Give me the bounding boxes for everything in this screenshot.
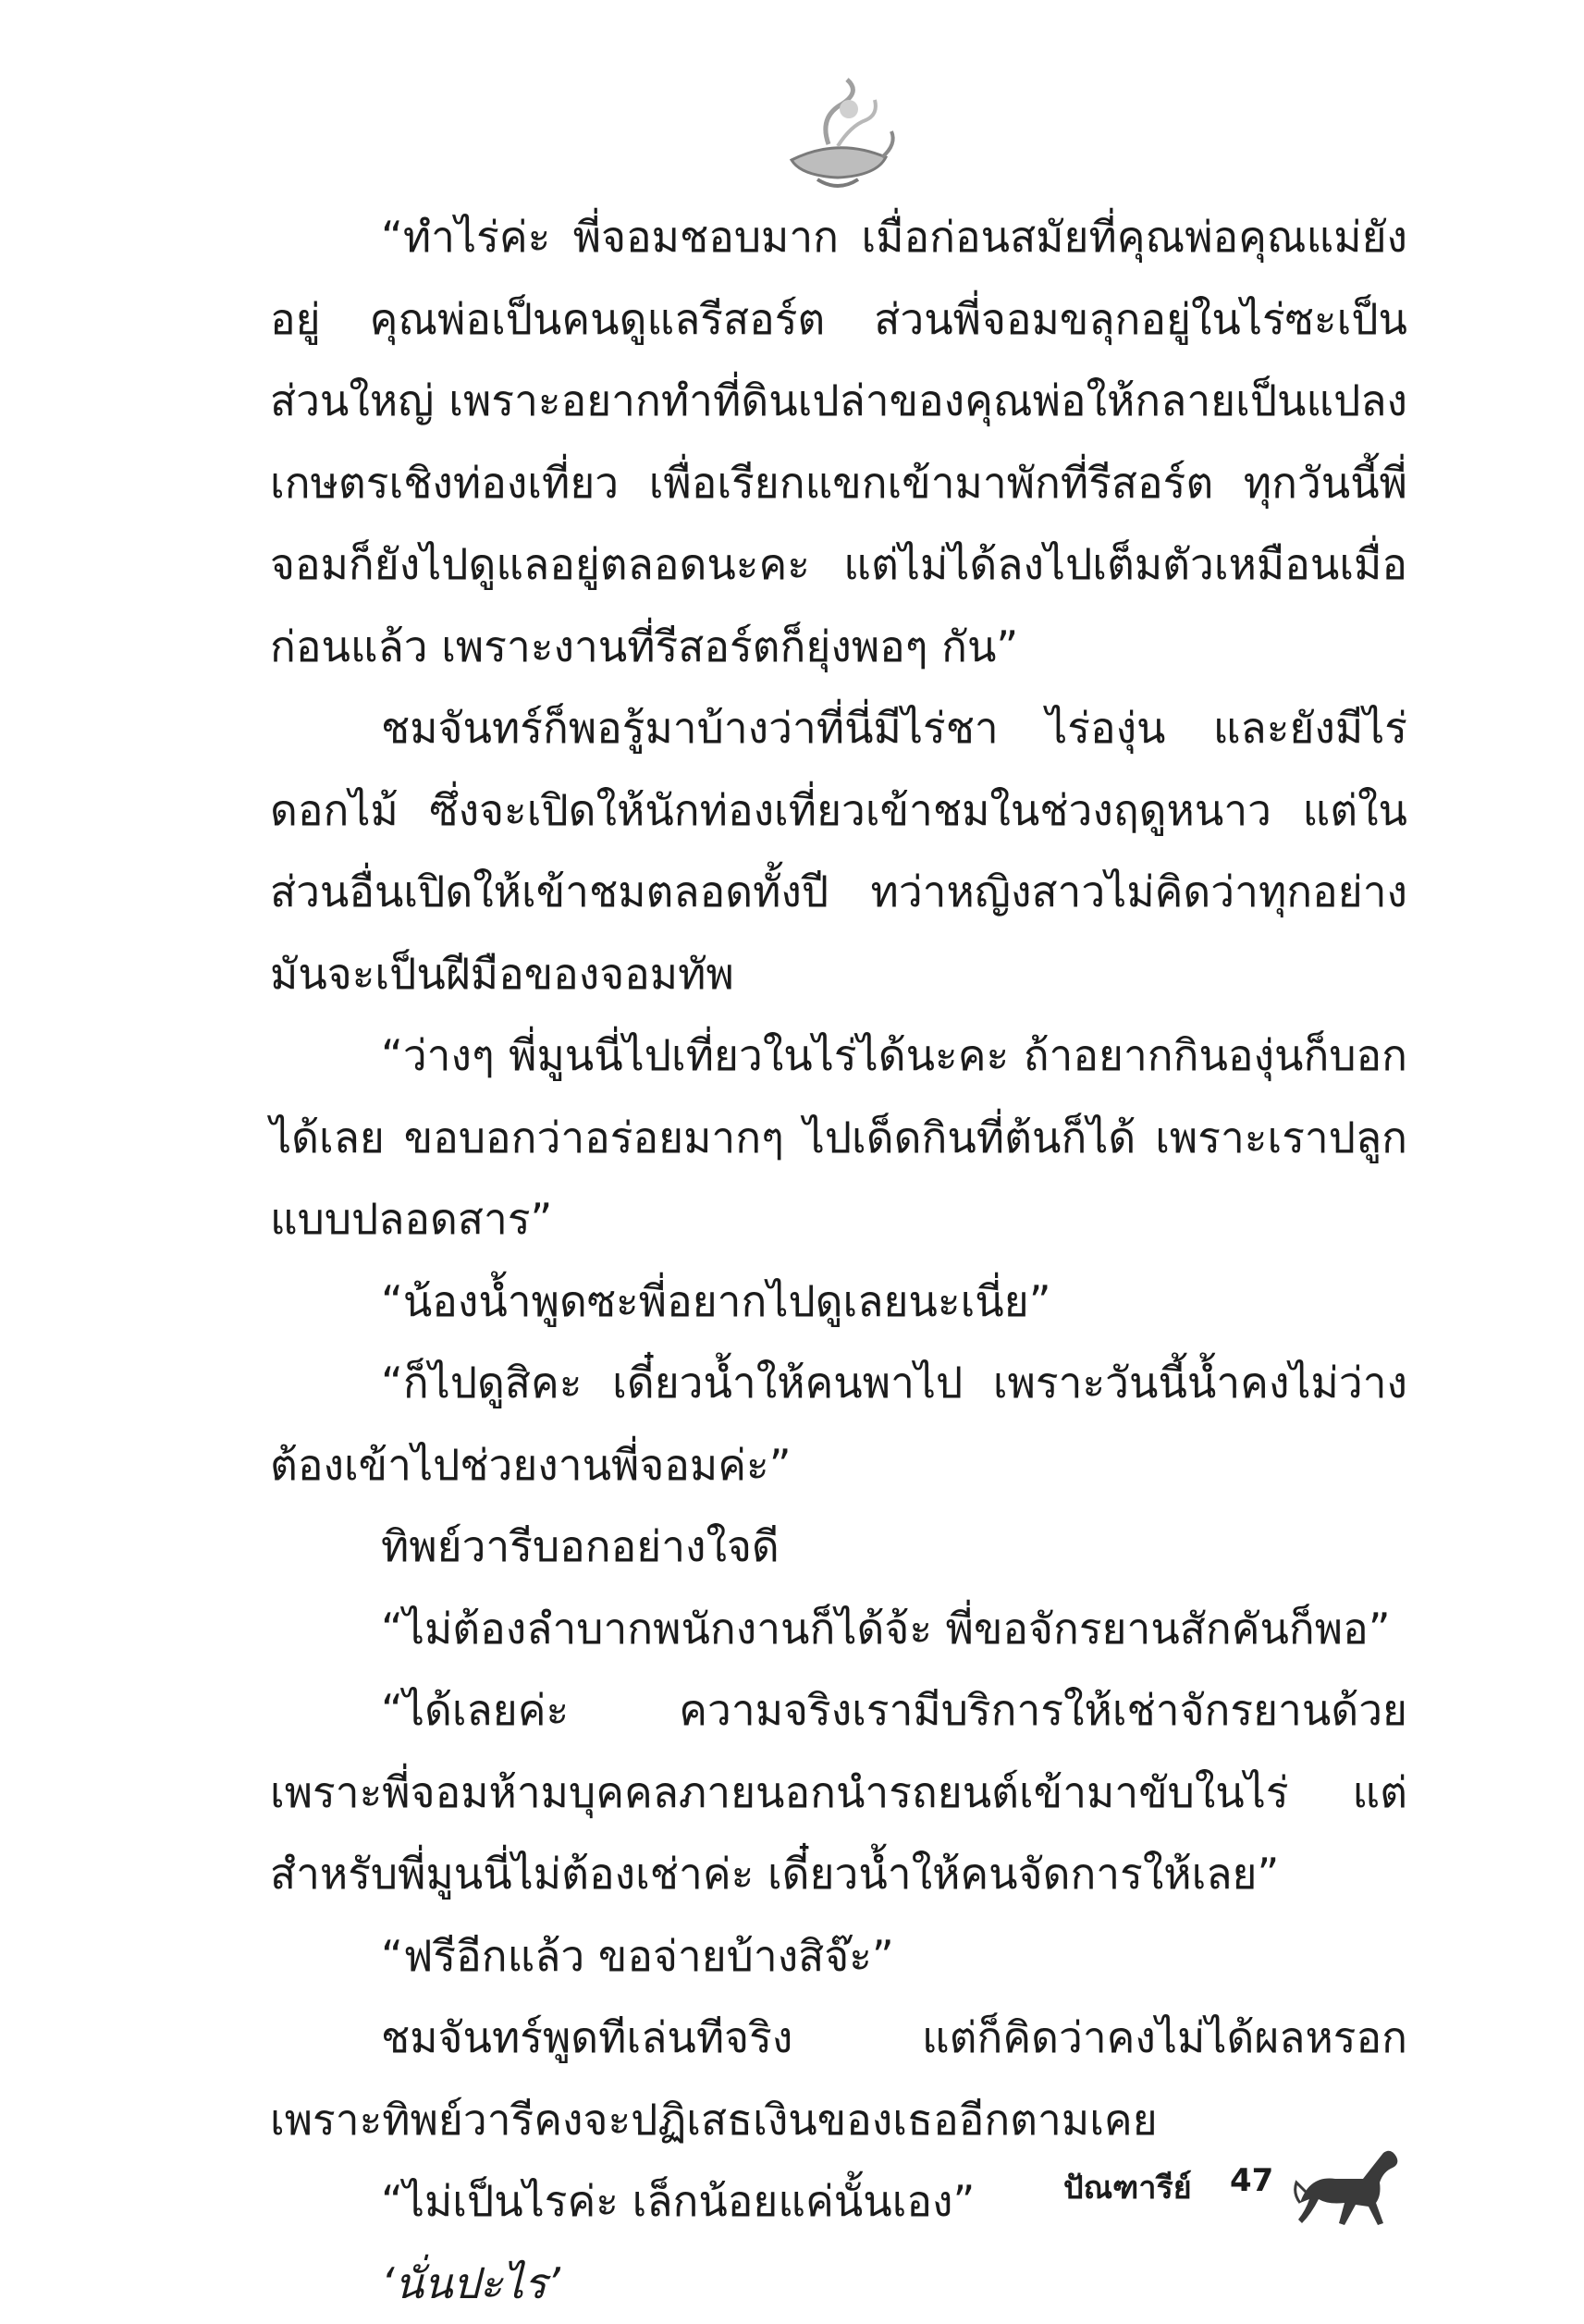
page-number: 47	[1230, 2162, 1273, 2199]
paragraph: “ไม่ต้องลำบากพนักงานก็ได้จ้ะ พี่ขอจักรยานสักคันก็พอ”	[270, 1588, 1407, 1670]
paragraph: “น้องน้ำพูดซะพี่อยากไปดูเลยนะเนี่ย”	[270, 1260, 1407, 1343]
book-title: ปัณฑารีย์	[1063, 2162, 1192, 2212]
paragraph: “ก็ไปดูสิคะ เดี๋ยวน้ำให้คนพาไป เพราะวันนี้น้ำคงไม่ว่าง ต้องเข้าไปช่วยงานพี่จอมค่ะ”	[270, 1342, 1407, 1506]
paragraph: ‘นั่นปะไร’	[270, 2243, 1407, 2324]
paragraph: “ได้เลยค่ะ ความจริงเรามีบริการให้เช่าจักรยานด้วย เพราะพี่จอมห้ามบุคคลภายนอกนำรถยนต์เข้ามาขับในไร่ แต่สำหรับพี่มูนนี่ไม่ต้องเช่าค่ะ เดี๋ยวน้ำให้คนจัดการให้เลย”	[270, 1669, 1407, 1915]
paragraph: “ว่างๆ พี่มูนนี่ไปเที่ยวในไร่ได้นะคะ ถ้าอยากกินองุ่นก็บอกได้เลย ขอบอกว่าอร่อยมากๆ ไปเด็ดกินที่ต้นก็ได้ เพราะเราปลูกแบบปลอดสาร”	[270, 1014, 1407, 1260]
page-footer	[1063, 2138, 1433, 2240]
paragraph: “ทำไร่ค่ะ พี่จอมชอบมาก เมื่อก่อนสมัยที่คุณพ่อคุณแม่ยังอยู่ คุณพ่อเป็นคนดูแลรีสอร์ต ส่วนพี่จอมขลุกอยู่ในไร่ซะเป็นส่วนใหญ่ เพราะอยากทำที่ดินเปล่าของคุณพ่อให้กลายเป็นแปลงเกษตรเชิงท่องเที่ยว เพื่อเรียกแขกเข้ามาพักที่รีสอร์ต ทุกวันนี้พี่จอมก็ยังไปดูแลอยู่ตลอดนะคะ แต่ไม่ได้ลงไปเต็มตัวเหมือนเมื่อก่อนแล้ว เพราะงานที่รีสอร์ตก็ยุ่งพอๆ กัน”	[270, 196, 1407, 687]
paragraph: ชมจันทร์ก็พอรู้มาบ้างว่าที่นี่มีไร่ชา ไร่องุ่น และยังมีไร่ดอกไม้ ซึ่งจะเปิดให้นักท่องเที่ยวเข้าชมในช่วงฤดูหนาว แต่ในส่วนอื่นเปิดให้เข้าชมตลอดทั้งปี ทว่าหญิงสาวไม่คิดว่าทุกอย่างมันจะเป็นฝีมือของจอมทัพ	[270, 687, 1407, 1014]
horse-icon	[1291, 2138, 1411, 2231]
paragraph: ทิพย์วารีบอกอย่างใจดี	[270, 1506, 1407, 1588]
magic-lamp-icon	[773, 72, 903, 202]
paragraph: “ฟรีอีกแล้ว ขอจ่ายบ้างสิจ๊ะ”	[270, 1915, 1407, 1998]
body-text	[270, 196, 1407, 2324]
paragraph: ชมจันทร์พูดทีเล่นทีจริง แต่ก็คิดว่าคงไม่ได้ผลหรอก เพราะทิพย์วารีคงจะปฏิเสธเงินของเธออีกตามเคย	[270, 1997, 1407, 2160]
paragraph: “ไม่เป็นไรค่ะ เล็กน้อยแค่นั้นเอง”	[270, 2160, 1407, 2243]
